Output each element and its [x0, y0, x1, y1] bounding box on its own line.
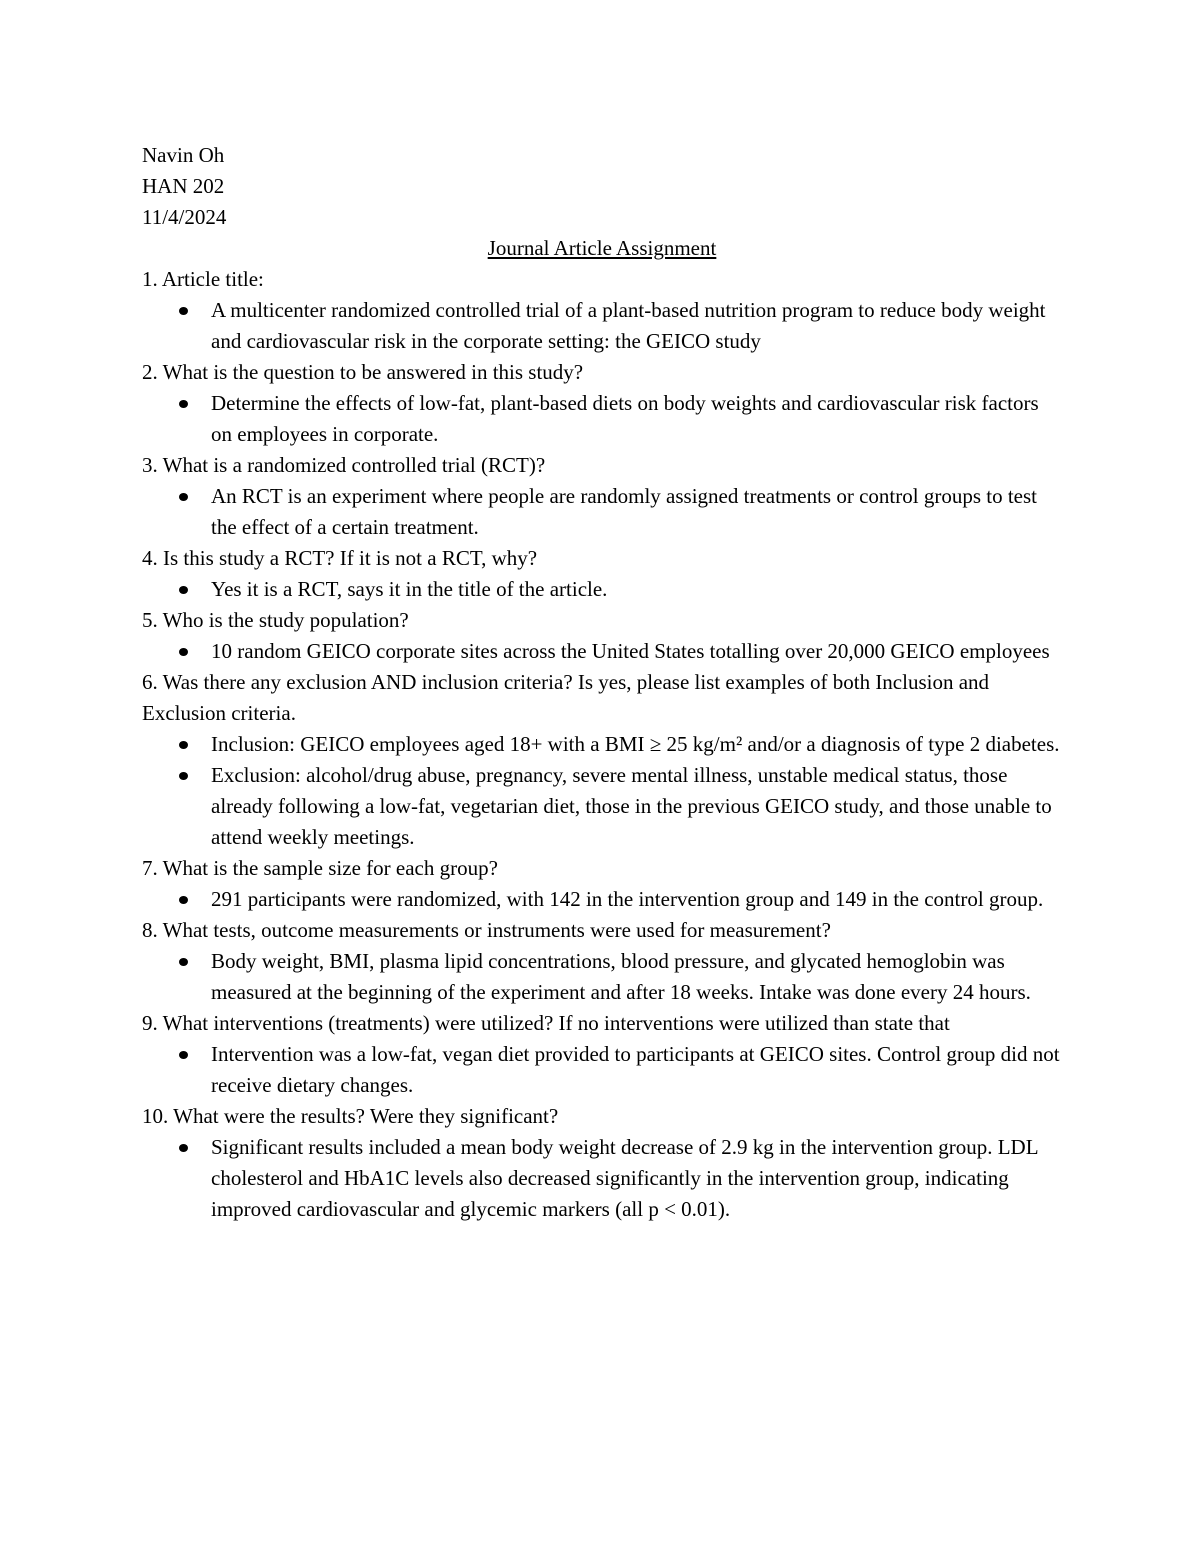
question-block: [142, 853, 1062, 915]
question-block: [142, 605, 1062, 667]
answer-list: [142, 946, 1062, 1008]
bullet-icon: [179, 307, 188, 315]
answer-item: [211, 481, 1062, 543]
bullet-icon: [179, 400, 188, 408]
answer-item: [211, 1039, 1062, 1101]
question-text: 1. Article title:: [142, 267, 264, 291]
bullet-icon: [179, 493, 188, 501]
answer-item: [211, 574, 1062, 605]
question-text: 8. What tests, outcome measurements or instruments were used for measurement?: [142, 918, 831, 942]
answer-item: [211, 760, 1062, 853]
answer-item: [211, 388, 1062, 450]
answer-list: [142, 636, 1062, 667]
answer-list: [142, 481, 1062, 543]
question-text: 6. Was there any exclusion AND inclusion criteria? Is yes, please list examples of both Inclusion and Exclusion criteria.: [142, 670, 990, 725]
answer-item: [211, 729, 1062, 760]
bullet-icon: [179, 1144, 188, 1152]
question-block: [142, 264, 1062, 357]
answer-text: Yes it is a RCT, says it in the title of the article.: [211, 577, 608, 601]
course-code: HAN 202: [142, 174, 225, 198]
answer-list: [142, 729, 1062, 853]
answer-text: Determine the effects of low-fat, plant-based diets on body weights and cardiovascular risk factors on employees in corporate.: [211, 391, 1039, 446]
answer-list: [142, 1039, 1062, 1101]
bullet-icon: [179, 648, 188, 656]
question-text: 3. What is a randomized controlled trial (RCT)?: [142, 453, 546, 477]
question-text: 4. Is this study a RCT? If it is not a RCT, why?: [142, 546, 538, 570]
answer-list: [142, 295, 1062, 357]
question-block: [142, 450, 1062, 543]
question-block: [142, 1008, 1062, 1101]
answer-text: Body weight, BMI, plasma lipid concentrations, blood pressure, and glycated hemoglobin was measured at the beginning of the experiment and after 18 weeks. Intake was done every 24 hours.: [211, 949, 1031, 1004]
bullet-icon: [179, 1051, 188, 1059]
answer-text: An RCT is an experiment where people are randomly assigned treatments or control groups to test the effect of a certain treatment.: [211, 484, 1037, 539]
answer-text: Intervention was a low-fat, vegan diet provided to participants at GEICO sites. Control group did not receive dietary changes.: [211, 1042, 1060, 1097]
document-body: [142, 140, 1062, 1225]
answer-list: [142, 388, 1062, 450]
bullet-icon: [179, 741, 188, 749]
student-name: Navin Oh: [142, 143, 225, 167]
answer-text: Significant results included a mean body weight decrease of 2.9 kg in the intervention group. LDL cholesterol and HbA1C levels also decreased significantly in the intervention group, indicating improved cardiovascular and glycemic markers (all p < 0.01).: [211, 1135, 1038, 1221]
answer-item: [211, 1132, 1062, 1225]
answer-item: [211, 636, 1062, 667]
question-block: [142, 357, 1062, 450]
assignment-date: 11/4/2024: [142, 205, 227, 229]
question-text: 2. What is the question to be answered in this study?: [142, 360, 584, 384]
answer-item: [211, 946, 1062, 1008]
question-block: [142, 915, 1062, 1008]
answer-text: Exclusion: alcohol/drug abuse, pregnancy, severe mental illness, unstable medical status, those already following a low-fat, vegetarian diet, those in the previous GEICO study, and those unable to attend weekly meetings.: [211, 763, 1052, 849]
answer-text: 10 random GEICO corporate sites across the United States totalling over 20,000 GEICO employees: [211, 639, 1050, 663]
answer-text: A multicenter randomized controlled trial of a plant-based nutrition program to reduce body weight and cardiovascular risk in the corporate setting: the GEICO study: [211, 298, 1046, 353]
answer-text: Inclusion: GEICO employees aged 18+ with a BMI ≥ 25 kg/m² and/or a diagnosis of type 2 diabetes.: [211, 732, 1060, 756]
question-block: [142, 667, 1062, 853]
answer-item: [211, 295, 1062, 357]
document-title: Journal Article Assignment: [487, 236, 717, 260]
bullet-icon: [179, 958, 188, 966]
question-text: 10. What were the results? Were they significant?: [142, 1104, 559, 1128]
bullet-icon: [179, 896, 188, 904]
answer-item: [211, 884, 1062, 915]
bullet-icon: [179, 586, 188, 594]
bullet-icon: [179, 772, 188, 780]
answer-text: 291 participants were randomized, with 142 in the intervention group and 149 in the control group.: [211, 887, 1044, 911]
question-text: 9. What interventions (treatments) were utilized? If no interventions were utilized than state that: [142, 1011, 950, 1035]
question-block: [142, 1101, 1062, 1225]
question-list: [142, 264, 1062, 1225]
question-text: 5. Who is the study population?: [142, 608, 409, 632]
answer-list: [142, 1132, 1062, 1225]
question-text: 7. What is the sample size for each group?: [142, 856, 498, 880]
answer-list: [142, 884, 1062, 915]
question-block: [142, 543, 1062, 605]
answer-list: [142, 574, 1062, 605]
